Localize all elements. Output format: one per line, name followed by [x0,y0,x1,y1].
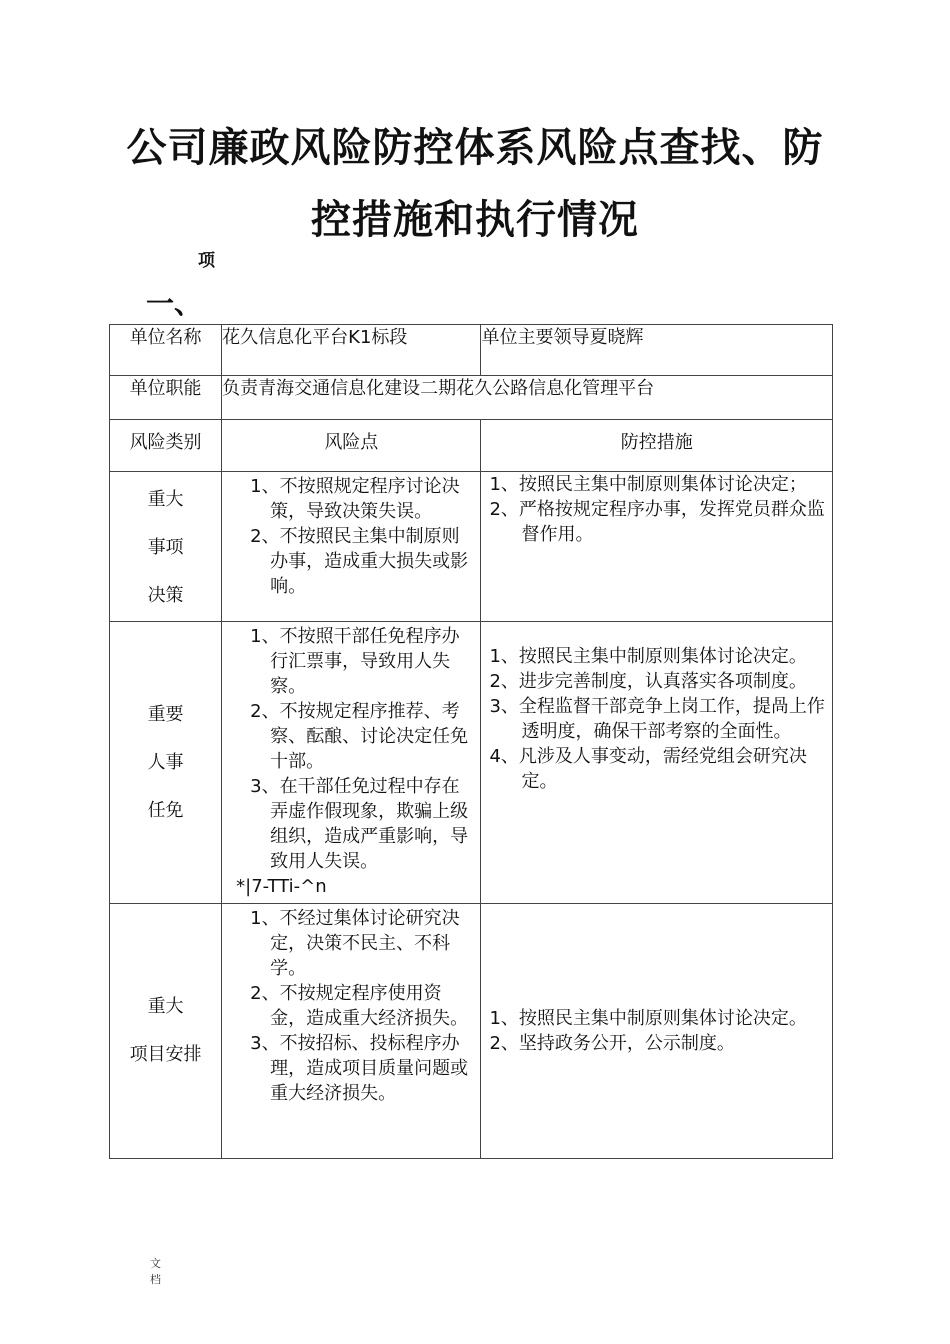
risk-item: 3、在干部任免过程中存在弄虚作假现象，欺骗上级组织，造成严重影响，导致用人失误。 [250,776,469,872]
risk-category [110,622,222,904]
measure-item: 1、按照民主集中制原则集体讨论决定。 [489,1008,807,1029]
footer-label: 文档 [150,1257,161,1286]
risk-category [110,904,222,1159]
category-line: 事项 [147,537,184,558]
measure-item: 2、进步完善制度，认真落实各项制度。 [489,671,807,692]
category-line: 重大 [147,489,184,510]
measure-item: 3、全程监督干部竞争上岗工作，提咼上作透明度，确保干部考察的全面性。 [489,696,825,742]
risk-item: 1、不按照规定程序讨论决策，导致决策失误。 [250,476,460,522]
garbled-note: *|7-TTi-^n [236,876,327,897]
risk-item: 2、不按照民主集中制原则办事，造成重大损失或影响。 [250,526,469,597]
category-line: 重要 [147,703,184,725]
table-row [110,622,833,904]
risk-item: 2、不按规定程序使用资金，造成重大经济损失。 [250,983,469,1029]
measure-item: 2、严格按规定程序办事，发挥党员群众监督作用。 [489,499,825,545]
measure-item: 1、按照民主集中制原则集体讨论决定； [489,474,807,495]
risk-item: 1、不按照干部任免程序办行汇票事，导致用人失察。 [250,626,460,697]
header-measures: 防控措施 [481,420,833,472]
category-line: 重大 [147,996,184,1017]
risk-table [109,324,833,1159]
category-line: 人事 [147,751,184,773]
table-header-row [110,420,833,472]
unit-name-value: 花久信息化平台K1标段 [222,325,481,376]
category-line: 任免 [147,799,184,821]
table-row [110,376,833,420]
risk-item: 2、不按规定程序推荐、考察、酝酿、讨论决定任免十部。 [250,701,469,772]
table-row [110,904,833,1159]
table-row [110,472,833,622]
section-number: 一、 [146,287,203,320]
control-measures [481,904,833,1159]
document-title-line-2: 控措施和执行情况 [311,197,639,243]
measure-item: 1、按照民主集中制原则集体讨论决定。 [489,646,807,667]
unit-duty-value: 负责青海交通信息化建设二期花久公路信息化管理平台 [222,376,833,420]
risk-item: 1、不经过集体讨论研究决定，决策不民主、不科学。 [250,908,460,979]
table-row [110,325,833,376]
category-line: 决策 [147,585,184,606]
section-label: 项 [198,251,215,271]
header-risk: 风险点 [222,420,481,472]
risk-item: 3、不按招标、投标程序办理，造成项目质量问题或重大经济损失。 [250,1033,469,1104]
document-title-line-1: 公司廉政风险防控体系风险点查找、防 [126,125,824,171]
unit-leader: 单位主要领导夏晓辉 [481,325,833,376]
control-measures [481,472,833,622]
measure-item: 2、坚持政务公开，公示制度。 [489,1033,735,1054]
unit-duty-label: 单位职能 [110,376,222,420]
unit-name-label: 单位名称 [110,325,222,376]
risk-category [110,472,222,622]
header-category: 风险类别 [110,420,222,472]
category-line: 项目安排 [129,1044,202,1065]
measure-item: 4、凡涉及人事变动，需经党组会研究决定。 [489,746,807,792]
risk-points [222,622,481,904]
risk-points [222,904,481,1159]
risk-points [222,472,481,622]
control-measures [481,622,833,904]
